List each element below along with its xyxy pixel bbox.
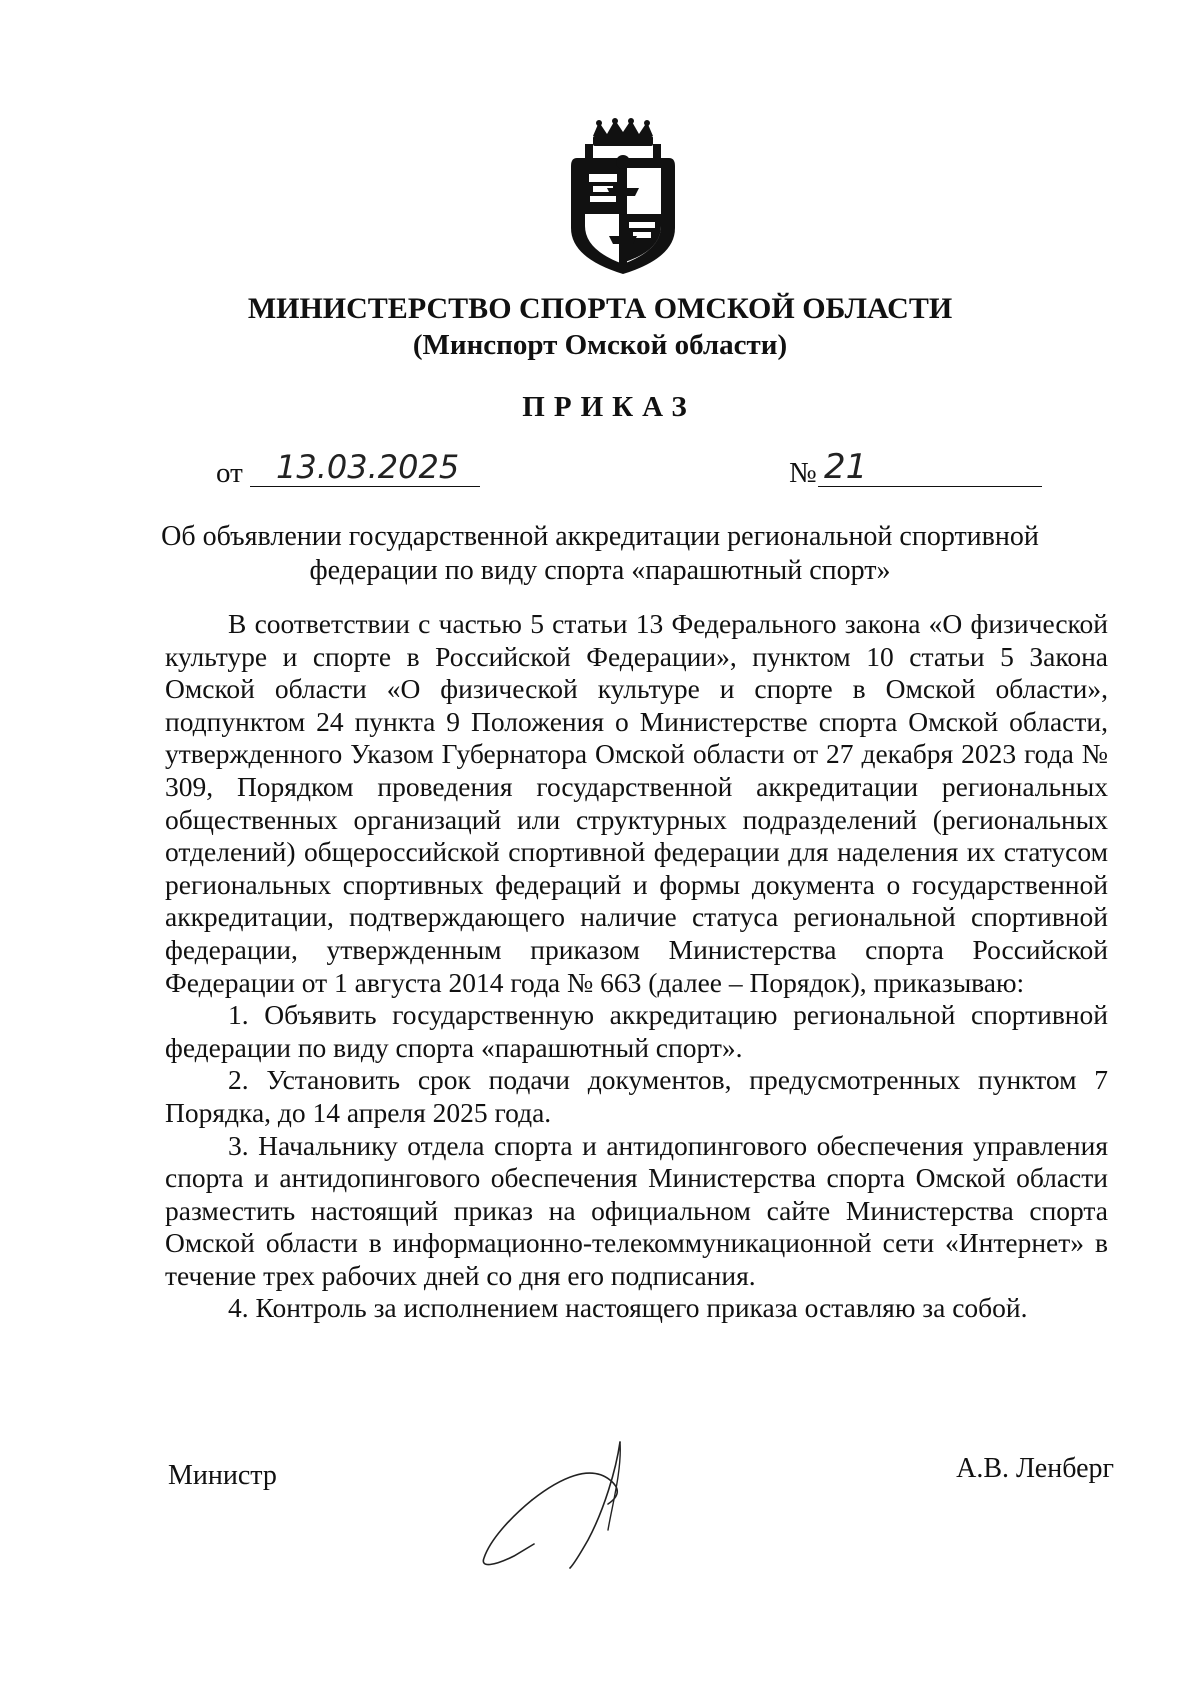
signer-role: Министр	[168, 1460, 277, 1491]
number-prefix: №	[789, 457, 817, 489]
ministry-title: МИНИСТЕРСТВО СПОРТА ОМСКОЙ ОБЛАСТИ	[247, 292, 953, 325]
order-item: 4. Контроль за исполнением настоящего приказа оставляю за собой.	[228, 1292, 1028, 1324]
order-item: 3. Начальнику отдела спорта и антидопингового обеспечения управления спорта и антидопингового обеспечения Министерства спорта Омской области разместить настоящий приказ на официальном сайте Министерства спорта Омской области в информационно-телекоммуникационной сети «Интернет» в течение трех рабочих дней со дня его подписания.	[165, 1129, 1108, 1291]
signer-name: А.В. Ленберг	[956, 1453, 1114, 1484]
order-body	[165, 608, 1108, 1325]
order-date: 13.03.2025	[250, 447, 480, 487]
order-item: 1. Объявить государственную аккредитацию региональной спортивной федерации по виду спорта «парашютный спорт».	[165, 999, 1108, 1063]
coat-of-arms-icon	[563, 118, 683, 278]
order-subject: Об объявлении государственной аккредитации региональной спортивной федерации по виду спорта «парашютный спорт»	[161, 521, 1039, 586]
handwritten-signature	[470, 1440, 660, 1570]
order-preamble: В соответствии с частью 5 статьи 13 Федерального закона «О физической культуре и спорте в Российской Федерации», пунктом 10 статьи 5 Закона Омской области «О физической культуре и спорте в Омской области», подпунктом 24 пункта 9 Положения о Министерстве спорта Омской области, утвержденного Указом Губернатора Омской области от 27 декабря 2023 года № 309, Порядком проведения государственной аккредитации региональных общественных организаций или структурных подразделений (региональных отделений) общероссийской спортивной федерации для наделения их статусом региональных спортивных федераций и формы документа о государственной аккредитации, подтверждающего наличие статуса региональной спортивной федерации, утвержденным приказом Министерства спорта Российской Федерации от 1 августа 2014 года № 663 (далее – Порядок), приказываю:	[165, 608, 1108, 998]
order-item: 2. Установить срок подачи документов, предусмотренных пунктом 7 Порядка, до 14 апреля 2025 года.	[165, 1064, 1108, 1128]
date-prefix: от	[216, 457, 243, 489]
ministry-short-name: (Минспорт Омской области)	[412, 329, 788, 361]
order-number: 21	[818, 447, 1042, 487]
document-type: ПРИКАЗ	[522, 391, 696, 423]
